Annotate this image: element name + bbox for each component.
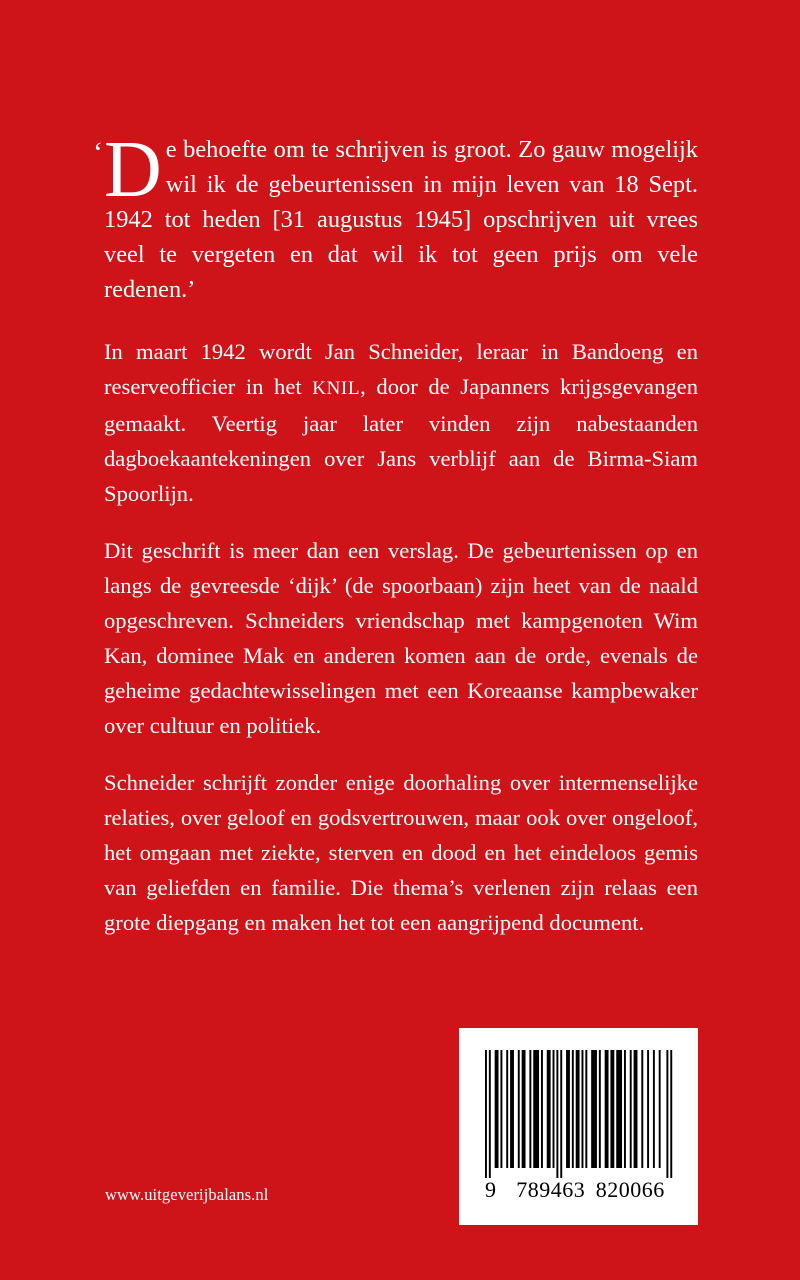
paragraph-biography-part1: In maart 1942 wordt Jan Schneider, leraar in Bandoeng en reserveofficier in het [104,339,698,399]
paragraph-themes: Schneider schrijft zonder enige doorhaling over intermenselijke relaties, over geloof en godsvertrouwen, maar ook over ongeloof, het omgaan met ziekte, sterven en dood en het eindeloos gemis van geliefden en familie. Die thema’s verlenen zijn relaas een grote diepgang en maken het tot een aangrijpend document. [104,770,698,935]
knil-abbreviation: KNIL [312,378,361,399]
paragraph-biography [104,334,698,511]
pull-quote-text: e behoefte om te schrijven is groot. Zo gauw mogelijk wil ik de gebeurtenissen in mijn leven van 18 Sept. 1942 tot heden [31 augustus 1945] opschrijven uit vrees veel te vergeten en dat wil ik tot geen prijs om vele redenen.’ [104,136,698,303]
barcode-bars [485,1050,678,1178]
barcode [459,1028,698,1225]
paragraph-biography-part2: , door de Japanners krijgsgevangen gemaakt. Veertig jaar later vinden zijn nabestaanden dagboekaantekeningen over Jans verblijf aan de Birma-Siam Spoorlijn. [104,374,698,506]
barcode-right-group: 820066 [595,1177,665,1202]
paragraph-content-description: Dit geschrift is meer dan een verslag. De gebeurtenissen op en langs de gevreesde ‘dijk’ (de spoorbaan) zijn heet van de naald opgeschreven. Schneiders vriendschap met kampgenoten Wim Kan, dominee Mak en anderen komen aan de orde, evenals de geheime gedachtewisselingen met een Koreaanse kampbewaker over cultuur en politiek. [104,538,698,738]
barcode-lead-digit: 9 [485,1177,497,1202]
publisher-website[interactable]: www.uitgeverijbalans.nl [105,1185,269,1204]
dropcap-wrapper [93,126,163,214]
open-quote-mark: ‘ [93,136,103,169]
barcode-left-group: 789463 [516,1177,586,1202]
pull-quote [93,126,698,307]
barcode-inner [485,1050,678,1215]
barcode-digits [485,1178,678,1204]
dropcap-letter: D [104,126,162,214]
back-cover-text-block [93,126,698,940]
